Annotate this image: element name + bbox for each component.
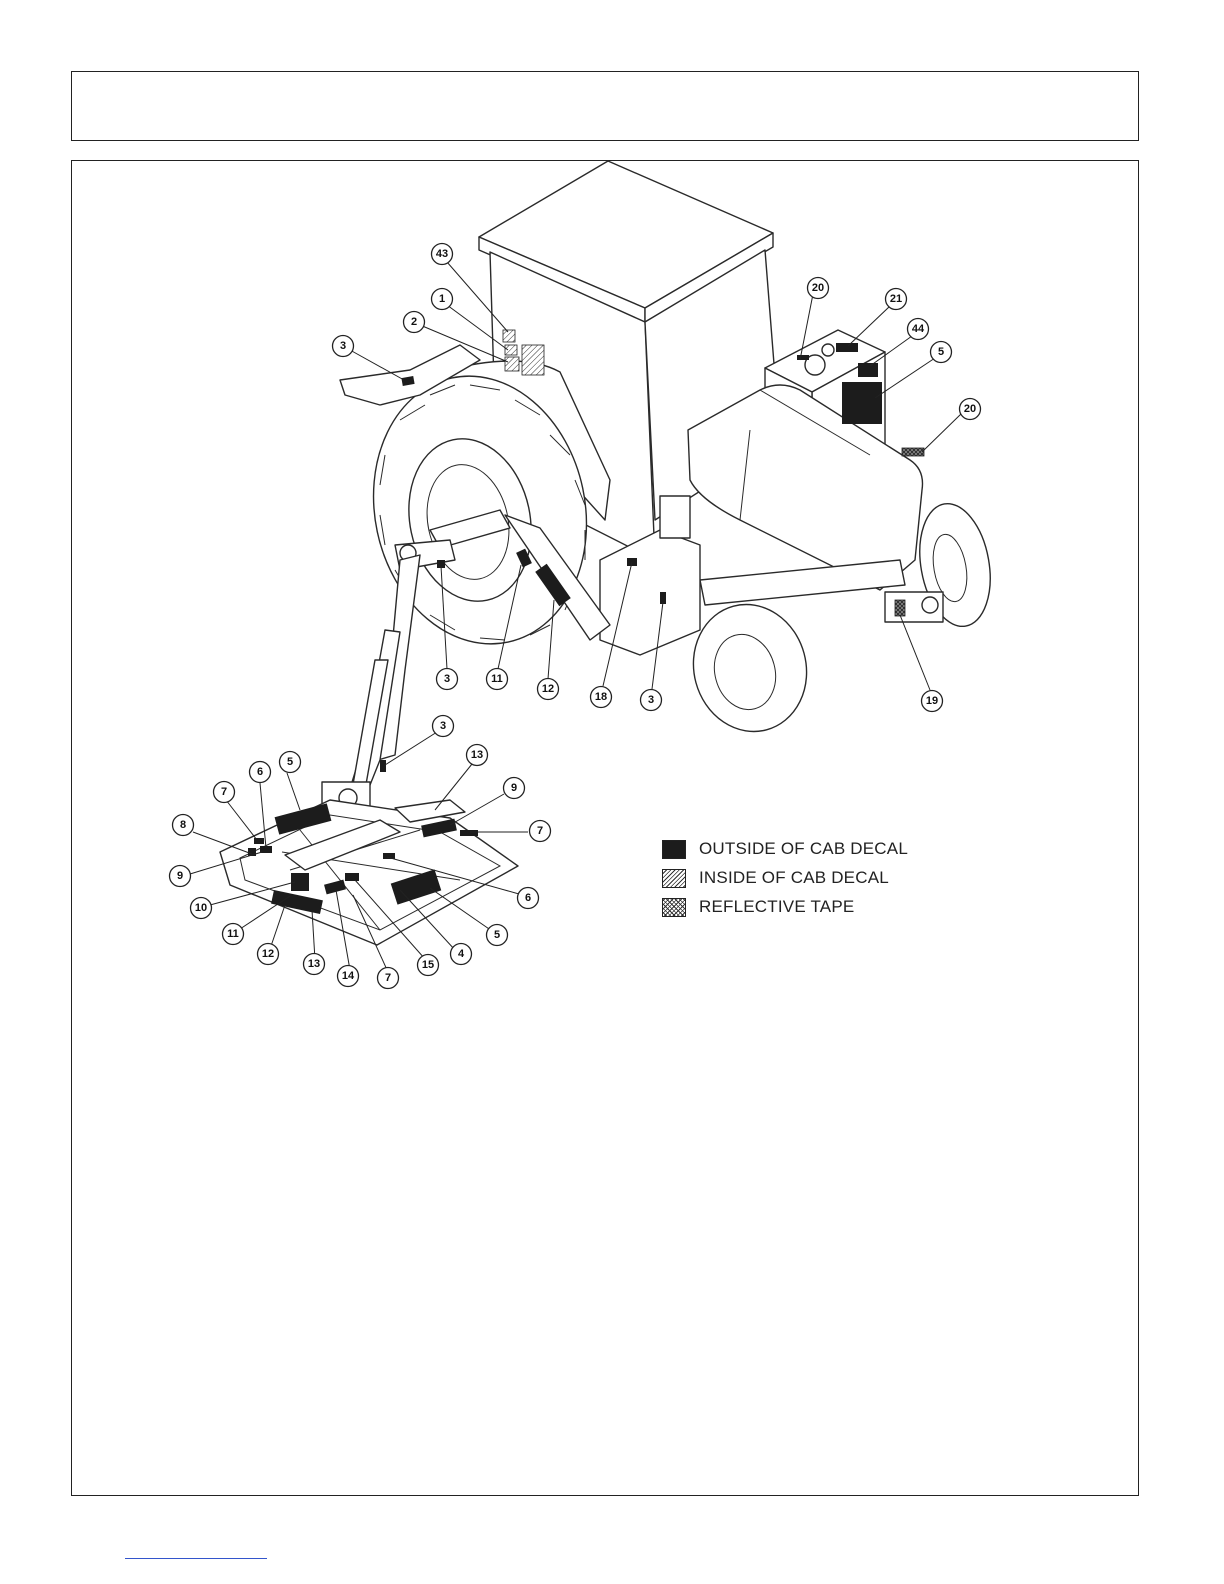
- svg-text:14: 14: [341, 970, 355, 982]
- decal-20-tank: [797, 355, 809, 360]
- inside-decal-swatch: [662, 869, 686, 888]
- callout-8: [173, 815, 194, 836]
- svg-text:6: 6: [524, 892, 532, 904]
- svg-text:12: 12: [541, 683, 555, 695]
- callout-14: [338, 966, 359, 987]
- svg-text:3: 3: [647, 694, 655, 706]
- svg-text:11: 11: [227, 928, 239, 940]
- svg-text:5: 5: [493, 929, 501, 941]
- callout-19: [922, 691, 943, 712]
- decal-3-boom: [380, 760, 386, 772]
- callout-15: [418, 955, 439, 976]
- decal-2: [505, 357, 519, 371]
- svg-text:1: 1: [438, 293, 446, 305]
- callout-9-b: [170, 866, 191, 887]
- svg-text:5: 5: [286, 756, 294, 768]
- decal-6-right: [383, 853, 395, 859]
- callout-6: [250, 762, 271, 783]
- callout-5-c: [487, 925, 508, 946]
- svg-text:7: 7: [384, 972, 392, 984]
- legend-item-reflective: [662, 893, 908, 921]
- decal-7-deck: [254, 838, 264, 844]
- callout-9: [504, 778, 525, 799]
- callout-3-b: [437, 669, 458, 690]
- callout-13: [467, 745, 488, 766]
- svg-text:10: 10: [194, 902, 208, 914]
- callout-3: [333, 336, 354, 357]
- decal-7-right: [460, 830, 478, 836]
- svg-text:12: 12: [261, 948, 275, 960]
- decal-21: [836, 343, 858, 352]
- footer-link-underline[interactable]: [125, 1558, 267, 1559]
- svg-text:3: 3: [439, 720, 447, 732]
- callout-1: [432, 289, 453, 310]
- svg-text:7: 7: [536, 825, 544, 837]
- callout-11: [487, 669, 508, 690]
- legend-item-inside: [662, 864, 908, 892]
- svg-text:20: 20: [963, 403, 977, 415]
- legend-label: INSIDE OF CAB DECAL: [699, 868, 889, 887]
- svg-text:3: 3: [339, 340, 347, 352]
- svg-text:44: 44: [911, 323, 925, 335]
- deck-plate: [395, 800, 465, 822]
- svg-text:18: 18: [594, 691, 608, 703]
- callout-18: [591, 687, 612, 708]
- callout-5-b: [280, 752, 301, 773]
- hood: [688, 385, 923, 590]
- svg-text:15: 15: [421, 959, 435, 971]
- callout-6-b: [518, 888, 539, 909]
- svg-text:43: 43: [435, 248, 449, 260]
- reflective-tape-swatch: [662, 898, 686, 917]
- callout-13-b: [304, 954, 325, 975]
- outside-decal-swatch: [662, 840, 686, 859]
- svg-text:13: 13: [307, 958, 321, 970]
- callout-4: [451, 944, 472, 965]
- callout-5: [931, 342, 952, 363]
- callout-10: [191, 898, 212, 919]
- svg-text:13: 13: [470, 749, 484, 761]
- callout-3-d: [433, 716, 454, 737]
- svg-text:7: 7: [220, 786, 228, 798]
- legend-item-outside: [662, 835, 908, 863]
- callout-7-c: [378, 968, 399, 989]
- decal-cab: [522, 345, 544, 375]
- svg-text:20: 20: [811, 282, 825, 294]
- decal-19: [895, 600, 905, 616]
- decal-legend: [662, 835, 908, 922]
- callout-2: [404, 312, 425, 333]
- callout-3-c: [641, 690, 662, 711]
- callout-12: [538, 679, 559, 700]
- callout-12-b: [258, 944, 279, 965]
- decal-20-hood: [902, 448, 924, 456]
- svg-text:9: 9: [510, 782, 518, 794]
- svg-text:11: 11: [491, 673, 503, 685]
- callout-7: [214, 782, 235, 803]
- legend-label: REFLECTIVE TAPE: [699, 897, 855, 916]
- callout-20: [808, 278, 829, 299]
- svg-text:9: 9: [176, 870, 184, 882]
- decal-44: [858, 363, 878, 377]
- callout-20-b: [960, 399, 981, 420]
- svg-text:8: 8: [179, 819, 187, 831]
- svg-text:5: 5: [937, 346, 945, 358]
- decal-43: [503, 330, 515, 342]
- svg-text:6: 6: [256, 766, 264, 778]
- callout-44: [908, 319, 929, 340]
- legend-label: OUTSIDE OF CAB DECAL: [699, 839, 908, 858]
- callout-21: [886, 289, 907, 310]
- svg-text:21: 21: [889, 293, 903, 305]
- decal-1: [505, 345, 517, 355]
- callout-7-b: [530, 821, 551, 842]
- decal-15: [345, 873, 359, 881]
- frame-rail: [700, 560, 905, 605]
- svg-text:2: 2: [410, 316, 418, 328]
- callout-43: [432, 244, 453, 265]
- mower-deck: [220, 800, 518, 945]
- svg-text:19: 19: [925, 695, 939, 707]
- svg-text:4: 4: [457, 948, 465, 960]
- callout-11-b: [223, 924, 244, 945]
- decal-5-tank: [842, 382, 882, 424]
- svg-text:3: 3: [443, 673, 451, 685]
